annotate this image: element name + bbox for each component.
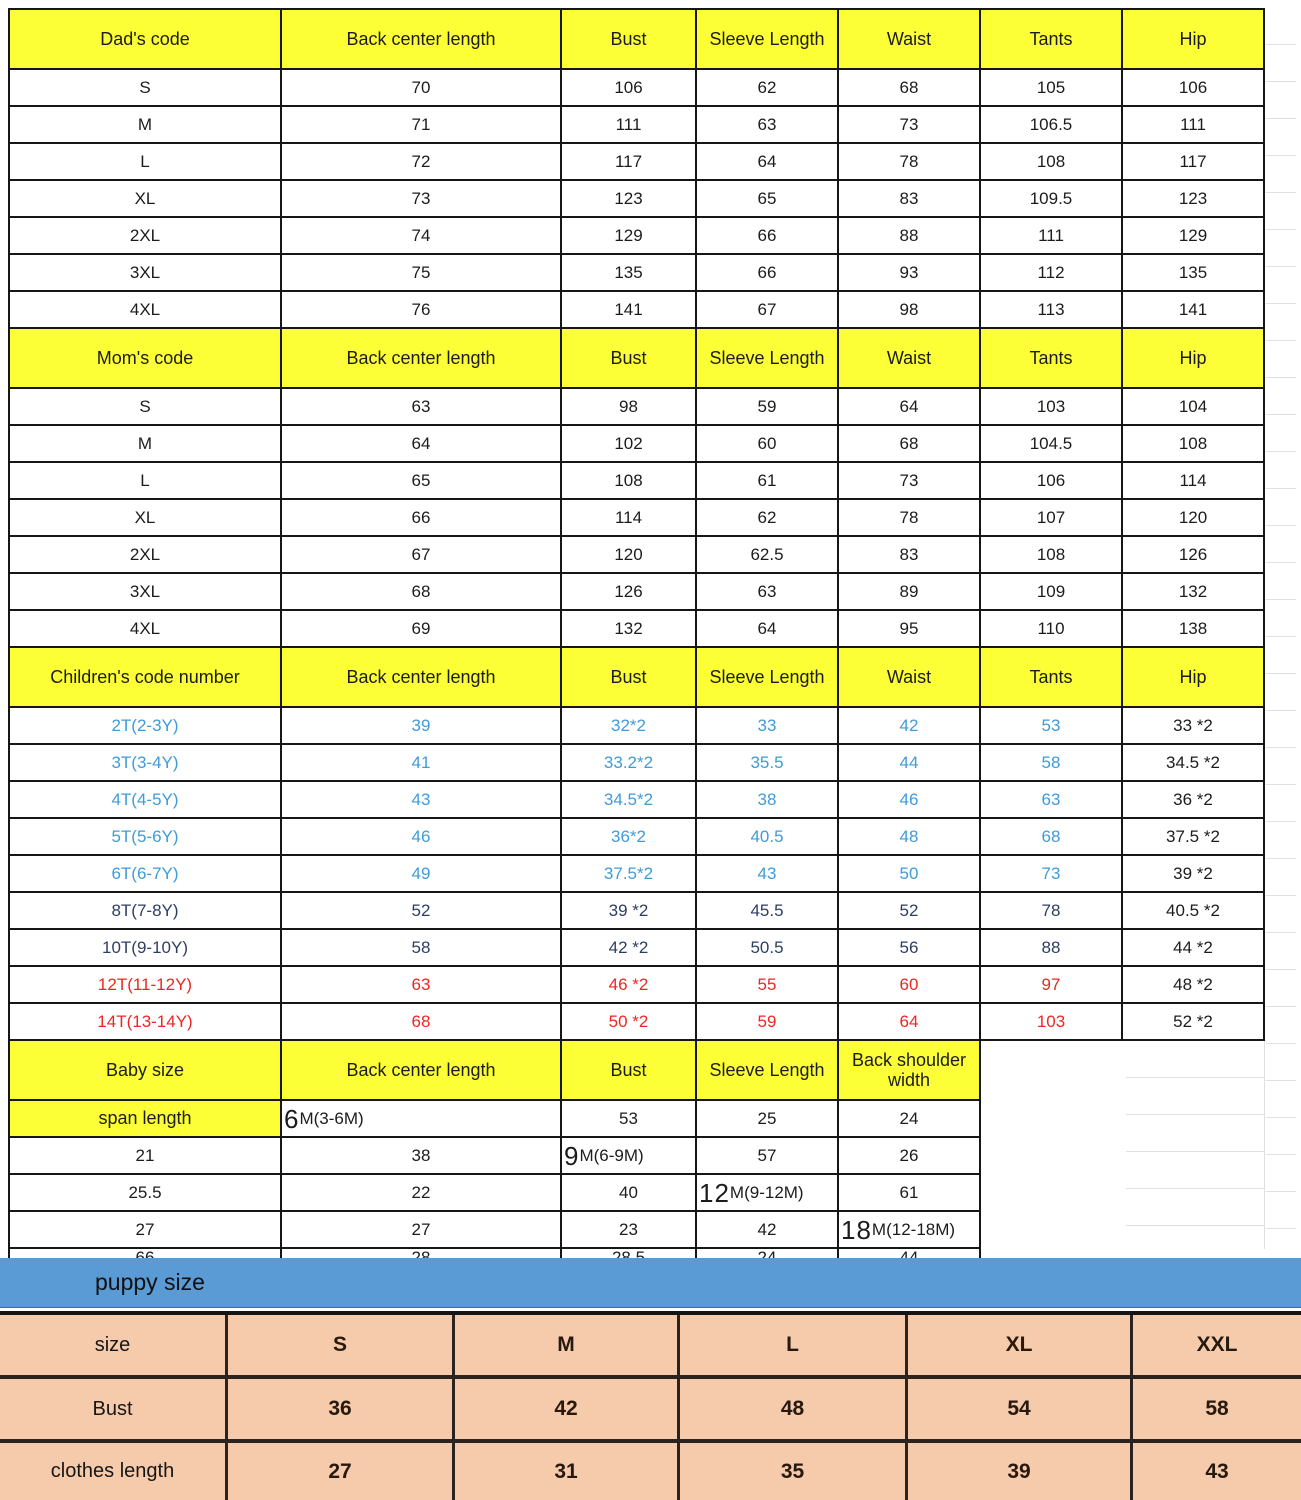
value-cell: 111 [1123,107,1263,142]
spreadsheet-gridlines-baby [1126,1041,1265,1249]
value-cell: 83 [839,537,979,572]
value-cell: 78 [839,500,979,535]
value-cell: 60 [697,426,837,461]
value-cell: 50 [839,856,979,891]
value-cell: 27 [10,1212,280,1247]
value-cell: 73 [839,463,979,498]
value-cell: 42 [697,1212,837,1247]
value-cell: 105 [981,70,1121,105]
puppy-value-cell: 58 [1133,1379,1301,1439]
value-cell: 38 [697,782,837,817]
value-cell: 73 [282,181,560,216]
value-cell: 112 [981,255,1121,290]
value-cell: 141 [1123,292,1263,327]
value-cell: 69 [282,611,560,646]
value-cell: 63 [697,107,837,142]
puppy-value-cell: XXL [1133,1315,1301,1375]
value-cell: 111 [981,218,1121,253]
size-label-cell: XL [10,500,280,535]
value-cell: 111 [562,107,695,142]
value-cell: 114 [1123,463,1263,498]
value-cell: 76 [282,292,560,327]
value-cell: 109 [981,574,1121,609]
value-cell: 68 [981,819,1121,854]
value-cell: 88 [839,218,979,253]
value-cell: 40.5 *2 [1123,893,1263,928]
header-cell: Tants [981,10,1121,68]
value-cell: 141 [562,292,695,327]
baby-size-range: M(3-6M) [299,1109,364,1128]
value-cell: 64 [697,144,837,179]
puppy-value-cell: 31 [455,1443,677,1500]
size-label-cell: M [10,426,280,461]
size-label-cell: 3XL [10,255,280,290]
size-label-cell: M [10,107,280,142]
value-cell: 36*2 [562,819,695,854]
baby-size-table [8,1039,981,1268]
value-cell: 50 *2 [562,1004,695,1039]
size-label-cell: 4T(4-5Y) [10,782,280,817]
value-cell: 64 [839,389,979,424]
size-label-cell: 3T(3-4Y) [10,745,280,780]
value-cell: 37.5 *2 [1123,819,1263,854]
value-cell: 33.2*2 [562,745,695,780]
value-cell: 70 [282,70,560,105]
value-cell: 135 [562,255,695,290]
header-cell: Back center length [282,329,560,387]
value-cell: 42 *2 [562,930,695,965]
header-cell: Back shoulder width [839,1041,979,1099]
header-cell: Tants [981,329,1121,387]
value-cell: 78 [839,144,979,179]
size-label-cell: 10T(9-10Y) [10,930,280,965]
value-cell: 63 [981,782,1121,817]
value-cell: 26 [839,1138,979,1173]
puppy-value-cell: 39 [908,1443,1130,1500]
value-cell: 61 [839,1175,979,1210]
value-cell: 62 [697,500,837,535]
value-cell: 63 [282,967,560,1002]
header-cell: Waist [839,10,979,68]
value-cell: 103 [981,389,1121,424]
value-cell: 58 [981,745,1121,780]
puppy-value-cell: 54 [908,1379,1130,1439]
value-cell: 27 [282,1212,560,1247]
baby-size-range: M(9-12M) [729,1183,804,1202]
value-cell: 58 [282,930,560,965]
size-label-cell: L [10,144,280,179]
value-cell: 110 [981,611,1121,646]
value-cell: 52 [839,893,979,928]
value-cell: 34.5*2 [562,782,695,817]
baby-size-number: 9 [564,1140,580,1171]
size-label-cell: 4XL [10,611,280,646]
value-cell: 83 [839,181,979,216]
value-cell: 114 [562,500,695,535]
value-cell: 135 [1123,255,1263,290]
value-cell: 123 [562,181,695,216]
size-label-cell [839,1212,979,1247]
value-cell: 108 [562,463,695,498]
size-label-cell [697,1175,837,1210]
value-cell: 57 [697,1138,837,1173]
puppy-size-table [0,1311,1301,1500]
puppy-value-cell: 48 [680,1379,905,1439]
puppy-value-cell: 35 [680,1443,905,1500]
puppy-row-label: size [0,1315,225,1375]
puppy-row-label: Bust [0,1379,225,1439]
value-cell: 102 [562,426,695,461]
value-cell: 24 [839,1101,979,1136]
value-cell: 53 [981,708,1121,743]
size-label-cell: 3XL [10,574,280,609]
puppy-value-cell: S [228,1315,452,1375]
value-cell: 25.5 [10,1175,280,1210]
value-cell: 98 [562,389,695,424]
value-cell: 74 [282,218,560,253]
value-cell: 67 [282,537,560,572]
value-cell: 126 [562,574,695,609]
value-cell: 93 [839,255,979,290]
value-cell: 34.5 *2 [1123,745,1263,780]
value-cell: 97 [981,967,1121,1002]
value-cell: 62.5 [697,537,837,572]
value-cell: 132 [1123,574,1263,609]
header-cell: Back center length [282,648,560,706]
value-cell: 88 [981,930,1121,965]
value-cell: 21 [10,1138,280,1173]
value-cell: 71 [282,107,560,142]
value-cell: 95 [839,611,979,646]
puppy-value-cell: 42 [455,1379,677,1439]
table-title-cell: Baby size [10,1041,280,1099]
size-label-cell: 6T(6-7Y) [10,856,280,891]
size-label-cell: 2XL [10,218,280,253]
value-cell: 25 [697,1101,837,1136]
value-cell: 78 [981,893,1121,928]
puppy-value-cell: 36 [228,1379,452,1439]
value-cell: 106.5 [981,107,1121,142]
size-label-cell: L [10,463,280,498]
header-cell: span length [10,1101,280,1136]
header-cell: Waist [839,648,979,706]
value-cell: 106 [1123,70,1263,105]
value-cell: 68 [282,574,560,609]
value-cell: 107 [981,500,1121,535]
value-cell: 39 *2 [562,893,695,928]
size-label-cell: 8T(7-8Y) [10,893,280,928]
value-cell: 61 [697,463,837,498]
value-cell: 126 [1123,537,1263,572]
header-cell: Sleeve Length [697,648,837,706]
size-label-cell: 2XL [10,537,280,572]
value-cell: 117 [1123,144,1263,179]
value-cell: 43 [697,856,837,891]
baby-size-number: 18 [841,1214,872,1245]
header-cell: Hip [1123,648,1263,706]
size-label-cell: 2T(2-3Y) [10,708,280,743]
value-cell: 22 [282,1175,560,1210]
value-cell: 68 [839,70,979,105]
puppy-size-banner [0,1258,1301,1308]
value-cell: 59 [697,389,837,424]
value-cell: 68 [282,1004,560,1039]
value-cell: 103 [981,1004,1121,1039]
value-cell: 53 [562,1101,695,1136]
value-cell: 120 [562,537,695,572]
dad-size-table [8,8,1265,329]
value-cell: 108 [981,537,1121,572]
puppy-row-label: clothes length [0,1443,225,1500]
value-cell: 46 *2 [562,967,695,1002]
value-cell: 68 [839,426,979,461]
spreadsheet-gridlines-right [1266,8,1296,1249]
table-title-cell: Mom's code [10,329,280,387]
value-cell: 62 [697,70,837,105]
value-cell: 66 [697,255,837,290]
puppy-value-cell: XL [908,1315,1130,1375]
value-cell: 65 [282,463,560,498]
size-label-cell: XL [10,181,280,216]
value-cell: 33 *2 [1123,708,1263,743]
children-size-table [8,646,1265,1041]
value-cell: 108 [981,144,1121,179]
value-cell: 66 [697,218,837,253]
value-cell: 113 [981,292,1121,327]
puppy-value-cell: L [680,1315,905,1375]
value-cell: 64 [839,1004,979,1039]
value-cell: 132 [562,611,695,646]
value-cell: 98 [839,292,979,327]
value-cell: 89 [839,574,979,609]
value-cell: 129 [562,218,695,253]
header-cell: Waist [839,329,979,387]
value-cell: 50.5 [697,930,837,965]
value-cell: 33 [697,708,837,743]
value-cell: 48 *2 [1123,967,1263,1002]
value-cell: 59 [697,1004,837,1039]
value-cell: 46 [282,819,560,854]
value-cell: 66 [282,500,560,535]
baby-size-range: M(12-18M) [871,1220,956,1239]
size-label-cell: S [10,70,280,105]
header-cell: Bust [562,10,695,68]
puppy-size-title: puppy size [95,1269,205,1295]
baby-size-number: 12 [699,1177,730,1208]
mom-size-table [8,327,1265,648]
value-cell: 43 [282,782,560,817]
value-cell: 46 [839,782,979,817]
value-cell: 106 [981,463,1121,498]
value-cell: 41 [282,745,560,780]
value-cell: 36 *2 [1123,782,1263,817]
baby-size-number: 6 [284,1103,300,1134]
value-cell: 49 [282,856,560,891]
value-cell: 48 [839,819,979,854]
value-cell: 104 [1123,389,1263,424]
value-cell: 65 [697,181,837,216]
value-cell: 60 [839,967,979,1002]
value-cell: 120 [1123,500,1263,535]
value-cell: 37.5*2 [562,856,695,891]
value-cell: 40 [562,1175,695,1210]
value-cell: 73 [839,107,979,142]
value-cell: 72 [282,144,560,179]
puppy-value-cell: 43 [1133,1443,1301,1500]
value-cell: 67 [697,292,837,327]
value-cell: 75 [282,255,560,290]
size-label-cell: 12T(11-12Y) [10,967,280,1002]
value-cell: 40.5 [697,819,837,854]
value-cell: 52 [282,893,560,928]
value-cell: 55 [697,967,837,1002]
header-cell: Sleeve Length [697,329,837,387]
header-cell: Sleeve Length [697,1041,837,1099]
size-label-cell: 5T(5-6Y) [10,819,280,854]
header-cell: Bust [562,1041,695,1099]
value-cell: 32*2 [562,708,695,743]
puppy-value-cell: 27 [228,1443,452,1500]
value-cell: 23 [562,1212,695,1247]
size-label-cell: 14T(13-14Y) [10,1004,280,1039]
header-cell: Sleeve Length [697,10,837,68]
value-cell: 64 [282,426,560,461]
value-cell: 42 [839,708,979,743]
table-title-cell: Dad's code [10,10,280,68]
value-cell: 108 [1123,426,1263,461]
size-label-cell: S [10,389,280,424]
puppy-value-cell: M [455,1315,677,1375]
value-cell: 73 [981,856,1121,891]
size-label-cell [562,1138,695,1173]
header-cell: Bust [562,648,695,706]
size-label-cell: 4XL [10,292,280,327]
value-cell: 45.5 [697,893,837,928]
header-cell: Back center length [282,1041,560,1099]
value-cell: 52 *2 [1123,1004,1263,1039]
baby-size-range: M(6-9M) [579,1146,644,1165]
value-cell: 44 [839,745,979,780]
header-cell: Tants [981,648,1121,706]
header-cell: Hip [1123,329,1263,387]
value-cell: 109.5 [981,181,1121,216]
value-cell: 106 [562,70,695,105]
value-cell: 104.5 [981,426,1121,461]
value-cell: 44 *2 [1123,930,1263,965]
value-cell: 138 [1123,611,1263,646]
value-cell: 35.5 [697,745,837,780]
value-cell: 38 [282,1138,560,1173]
header-cell: Back center length [282,10,560,68]
value-cell: 129 [1123,218,1263,253]
header-cell: Bust [562,329,695,387]
size-label-cell [282,1101,560,1136]
value-cell: 63 [282,389,560,424]
value-cell: 56 [839,930,979,965]
value-cell: 39 [282,708,560,743]
value-cell: 63 [697,574,837,609]
value-cell: 123 [1123,181,1263,216]
value-cell: 64 [697,611,837,646]
header-cell: Hip [1123,10,1263,68]
value-cell: 39 *2 [1123,856,1263,891]
table-title-cell: Children's code number [10,648,280,706]
value-cell: 117 [562,144,695,179]
